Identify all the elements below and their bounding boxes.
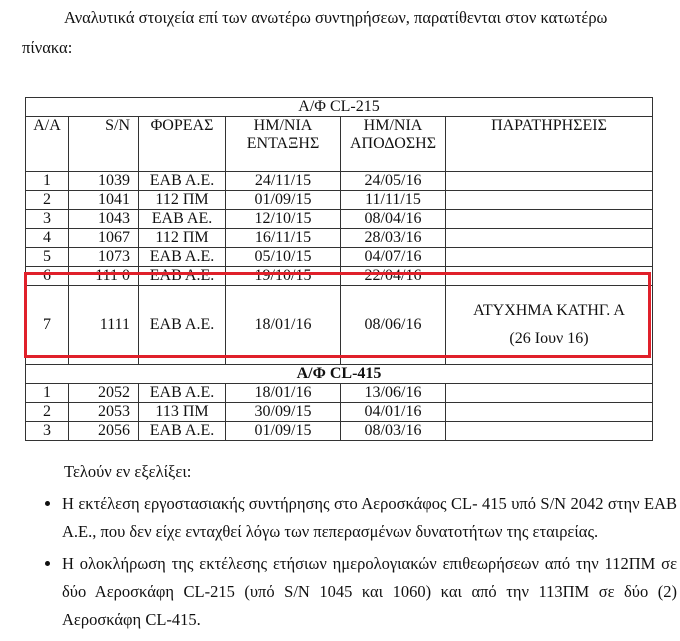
cell: 113 ΠΜ xyxy=(139,403,226,422)
cell: ΕΑΒ Α.Ε. xyxy=(139,248,226,267)
intro-line-2: πίνακα: xyxy=(22,38,73,57)
cell xyxy=(446,403,653,422)
cell: 4 xyxy=(26,229,69,248)
cell: 30/09/15 xyxy=(226,403,341,422)
table-row xyxy=(26,172,653,191)
cell: 2 xyxy=(26,403,69,422)
header-aa: Α/Α xyxy=(26,117,69,172)
table-row xyxy=(26,191,653,210)
header-return-date: ΗΜ/ΝΙΑ ΑΠΟΔΟΣΗΣ xyxy=(341,117,446,172)
intro-line-1: Αναλυτικά στοιχεία επί των ανωτέρω συντηρήσεων, παρατίθενται στον κατωτέρω xyxy=(64,8,608,27)
cell: 22/04/16 xyxy=(341,267,446,286)
cell: 18/01/16 xyxy=(226,384,341,403)
table-row xyxy=(26,229,653,248)
cell: ΕΑΒ Α.Ε. xyxy=(139,286,226,365)
cell xyxy=(446,191,653,210)
cell: 08/03/16 xyxy=(341,422,446,441)
cell: 2056 xyxy=(69,422,139,441)
cell xyxy=(446,210,653,229)
table-row xyxy=(26,210,653,229)
table-row xyxy=(26,422,653,441)
header-remarks: ΠΑΡΑΤΗΡΗΣΕΙΣ xyxy=(446,117,653,172)
remark-accident: ΑΤΥΧΗΜΑ ΚΑΤΗΓ. Α xyxy=(473,302,625,319)
cell: 04/07/16 xyxy=(341,248,446,267)
cell: ΕΑΒ Α.Ε. xyxy=(139,384,226,403)
cell: 6 xyxy=(26,267,69,286)
cell: 7 xyxy=(26,286,69,365)
pending-item: • Η εκτέλεση εργοστασιακής συντήρησης στο Αεροσκάφος CL- 415 υπό S/N 2042 στην ΕΑΒ Α.Ε., που δεν είχε ενταχθεί λόγω των πεπερασμένων δυνατοτήτων της εταιρείας. xyxy=(62,490,677,546)
highlight-box xyxy=(24,272,651,358)
cell: 1043 xyxy=(69,210,139,229)
cl215-title-row xyxy=(26,98,653,117)
cell: 08/06/16 xyxy=(341,286,446,365)
cell: 3 xyxy=(26,422,69,441)
cell: 28/03/16 xyxy=(341,229,446,248)
cl215-title: Α/Φ CL-215 xyxy=(26,98,653,117)
cell: ΕΑΒ Α.Ε. xyxy=(139,172,226,191)
table-row xyxy=(26,248,653,267)
cell xyxy=(446,229,653,248)
cell xyxy=(446,248,653,267)
cell: 08/04/16 xyxy=(341,210,446,229)
cell xyxy=(446,172,653,191)
cell: 1073 xyxy=(69,248,139,267)
cell: 04/01/16 xyxy=(341,403,446,422)
cell: 2 xyxy=(26,191,69,210)
cell: 1 xyxy=(26,384,69,403)
cell: 111 0 xyxy=(69,267,139,286)
cell: 5 xyxy=(26,248,69,267)
cell: 3 xyxy=(26,210,69,229)
maintenance-table xyxy=(25,97,653,441)
cell: 05/10/15 xyxy=(226,248,341,267)
cell: 01/09/15 xyxy=(226,191,341,210)
cell: 2052 xyxy=(69,384,139,403)
header-operator: ΦΟΡΕΑΣ xyxy=(139,117,226,172)
pending-item: • Η ολοκλήρωση της εκτέλεσης ετήσιων ημερολογιακών επιθεωρήσεων από την 112ΠΜ σε δύο Αεροσκάφη CL-215 (υπό S/N 1045 και 1060) και από την 113ΠΜ σε δύο (2) Αεροσκάφη CL-415. xyxy=(62,550,677,634)
cl415-title-row xyxy=(26,365,653,384)
cell: 11/11/15 xyxy=(341,191,446,210)
cell: 1 xyxy=(26,172,69,191)
cell: 1111 xyxy=(69,286,139,365)
cell: 16/11/15 xyxy=(226,229,341,248)
cell: 1067 xyxy=(69,229,139,248)
cell: 12/10/15 xyxy=(226,210,341,229)
remark-date: (26 Ιουν 16) xyxy=(509,330,589,347)
cell: 01/09/15 xyxy=(226,422,341,441)
cl415-title: Α/Φ CL-415 xyxy=(26,365,653,384)
header-sn: S/N xyxy=(69,117,139,172)
cell: 18/01/16 xyxy=(226,286,341,365)
cell: 24/05/16 xyxy=(341,172,446,191)
cell: ΕΑΒ Α.Ε. xyxy=(139,267,226,286)
cell: 19/10/15 xyxy=(226,267,341,286)
cell: 2053 xyxy=(69,403,139,422)
pending-list xyxy=(40,490,677,638)
cell: ΕΑΒ ΑΕ. xyxy=(139,210,226,229)
cell: 1039 xyxy=(69,172,139,191)
cell: ΕΑΒ Α.Ε. xyxy=(139,422,226,441)
pending-title: Τελούν εν εξελίξει: xyxy=(64,462,192,481)
cell: 1041 xyxy=(69,191,139,210)
cell: 112 ΠΜ xyxy=(139,229,226,248)
header-entry-date: ΗΜ/ΝΙΑ ΕΝΤΑΞΗΣ xyxy=(226,117,341,172)
cell xyxy=(446,384,653,403)
table-row xyxy=(26,384,653,403)
cell xyxy=(446,422,653,441)
table-row xyxy=(26,403,653,422)
header-row xyxy=(26,117,653,172)
cell: 13/06/16 xyxy=(341,384,446,403)
cell: 24/11/15 xyxy=(226,172,341,191)
cell: 112 ΠΜ xyxy=(139,191,226,210)
